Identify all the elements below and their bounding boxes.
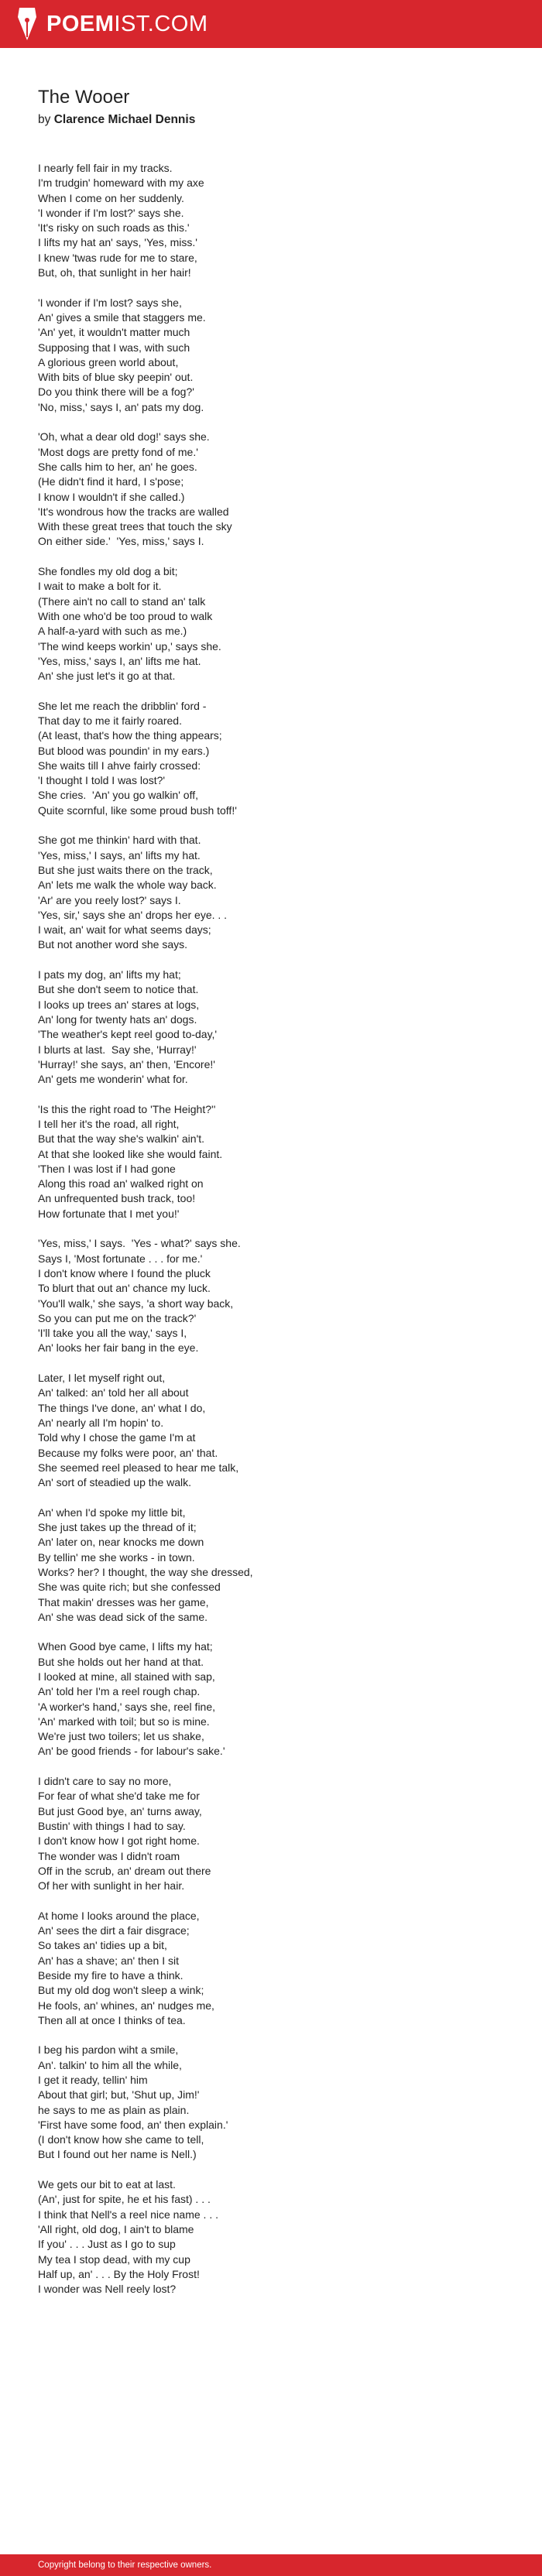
poem-line: I know I wouldn't if she called.) <box>38 490 185 503</box>
poem-line: But not another word she says. <box>38 938 187 951</box>
poem-stanza <box>38 430 518 549</box>
poem-line: An' long for twenty hats an' dogs. <box>38 1012 197 1026</box>
poem-line: The things I've done, an' what I do, <box>38 1401 206 1414</box>
poem-line: An' lets me walk the whole way back. <box>38 879 217 892</box>
poem-line: But my old dog won't sleep a wink; <box>38 1984 204 1997</box>
poem-line: I pats my dog, an' lifts my hat; <box>38 968 181 981</box>
poem-line: 'I wonder if I'm lost?' says she. <box>38 206 184 219</box>
poem-line: She got me thinkin' hard with that. <box>38 834 201 847</box>
poem-line: 'A worker's hand,' says she, reel fine, <box>38 1700 216 1713</box>
poem-line: 'First have some food, an' then explain.' <box>38 2118 228 2131</box>
poem-line: She fondles my old dog a bit; <box>38 565 178 578</box>
poem-line: She cries. 'An' you go walkin' off, <box>38 789 198 802</box>
author-link[interactable]: Clarence Michael Dennis <box>53 113 196 126</box>
poem-line: Quite scornful, like some proud bush toff!' <box>38 803 237 817</box>
poem-line: Because my folks were poor, an' that. <box>38 1446 218 1459</box>
poem-line: An' sees the dirt a fair disgrace; <box>38 1924 190 1937</box>
poem-line: 'Hurray!' she says, an' then, 'Encore!' <box>38 1057 215 1070</box>
poem-line: 'No, miss,' says I, an' pats my dog. <box>38 400 204 413</box>
logo-bold-part: POEM <box>46 12 115 36</box>
poem-line: I looked at mine, all stained with sap, <box>38 1670 215 1683</box>
poem-byline <box>38 111 518 128</box>
poem-stanza <box>38 1774 518 1893</box>
poem-line: I wait, an' wait for what seems days; <box>38 923 211 937</box>
poem-line: He fools, an' whines, an' nudges me, <box>38 1999 214 2012</box>
poem-line: So takes an' tidies up a bit, <box>38 1939 167 1952</box>
poem-line: An' be good friends - for labour's sake.' <box>38 1745 225 1758</box>
poem-line: (There ain't no call to stand an' talk <box>38 594 206 608</box>
poem-line: (An', just for spite, he et his fast) . . . <box>38 2193 211 2206</box>
poem-line: 'Oh, what a dear old dog!' says she. <box>38 430 210 444</box>
poem-line: I tell her it's the road, all right, <box>38 1118 180 1130</box>
poem-line: Later, I let myself right out, <box>38 1372 166 1385</box>
poem-line: But that the way she's walkin' ain't. <box>38 1132 205 1146</box>
poem-stanza <box>38 968 518 1087</box>
poem-line: An' talked: an' told her all about <box>38 1386 189 1399</box>
poem-line: But blood was poundin' in my ears.) <box>38 744 210 757</box>
poem-line: Off in the scrub, an' dream out there <box>38 1864 211 1877</box>
poem-line: If you' . . . Just as I go to sup <box>38 2238 176 2251</box>
poem-line: 'You'll walk,' she says, 'a short way back, <box>38 1297 234 1310</box>
poem-line: I beg his pardon wiht a smile, <box>38 2043 179 2057</box>
poem-line: An' told her I'm a reel rough chap. <box>38 1685 201 1698</box>
poem-line: I don't know where I found the pluck <box>38 1266 211 1279</box>
poem-line: I think that Nell's a reel nice name . . . <box>38 2208 219 2221</box>
poem-line: That day to me it fairly roared. <box>38 714 182 727</box>
poem-stanza <box>38 2043 518 2162</box>
poem-line: 'Most dogs are pretty fond of me.' <box>38 445 198 458</box>
poem-line: 'Then I was lost if I had gone <box>38 1162 176 1175</box>
poem-line: An' later on, near knocks me down <box>38 1536 204 1549</box>
poem-line: 'The weather's kept reel good to-day,' <box>38 1028 218 1041</box>
poem-line: An' when I'd spoke my little bit, <box>38 1506 186 1519</box>
poem-stanza <box>38 833 518 952</box>
poem-line: An' looks her fair bang in the eye. <box>38 1341 199 1355</box>
poem-line: An'. talkin' to him all the while, <box>38 2058 182 2071</box>
pen-nib-icon <box>15 6 39 42</box>
poem-line: About that girl; but, 'Shut up, Jim!' <box>38 2088 200 2102</box>
poem-line: Says I, 'Most fortunate . . . for me.' <box>38 1252 203 1265</box>
poem-line: 'I'll take you all the way,' says I, <box>38 1327 187 1340</box>
poem-stanza <box>38 1909 518 2028</box>
poem-line: 'Is this the right road to 'The Height?'' <box>38 1102 216 1115</box>
poem-line: An' nearly all I'm hopin' to. <box>38 1416 164 1429</box>
poem-line: An unfrequented bush track, too! <box>38 1192 196 1205</box>
poem-line: 'All right, old dog, I ain't to blame <box>38 2222 194 2235</box>
poem-line: When Good bye came, I lifts my hat; <box>38 1640 213 1653</box>
poem-line: My tea I stop dead, with my cup <box>38 2252 190 2266</box>
poem-line: (At least, that's how the thing appears; <box>38 729 222 742</box>
poem-stanza <box>38 2177 518 2297</box>
poem-line: For fear of what she'd take me for <box>38 1790 200 1803</box>
poem-line: But she just waits there on the track, <box>38 863 213 876</box>
poem-line: An' she was dead sick of the same. <box>38 1610 208 1623</box>
poem-line: I didn't care to say no more, <box>38 1775 172 1788</box>
poem-line: We gets our bit to eat at last. <box>38 2178 176 2191</box>
poem-line: An' gets me wonderin' what for. <box>38 1073 188 1086</box>
poem-line: 'An' yet, it wouldn't matter much <box>38 326 190 339</box>
poem-line: With these great trees that touch the sky <box>38 520 232 533</box>
poem-line: I nearly fell fair in my tracks. <box>38 162 173 174</box>
poem-title: The Wooer <box>38 87 130 108</box>
poem-line: At home I looks around the place, <box>38 1909 200 1922</box>
poem-line: Supposing that I was, with such <box>38 341 190 354</box>
poem-line: She just takes up the thread of it; <box>38 1521 197 1534</box>
poem-stanza <box>38 1236 518 1355</box>
poem-line: Along this road an' walked right on <box>38 1177 204 1190</box>
poem-line: 'An' marked with toil; but so is mine. <box>38 1714 210 1728</box>
poem-line: Of her with sunlight in her hair. <box>38 1879 185 1893</box>
poem-line: I knew 'twas rude for me to stare, <box>38 251 197 264</box>
poem-line: I'm trudgin' homeward with my axe <box>38 176 204 190</box>
poem-line: Do you think there will be a fog?' <box>38 385 194 399</box>
poem-line: With one who'd be too proud to walk <box>38 609 213 622</box>
poem-line: An' she just let's it go at that. <box>38 670 176 683</box>
poem-line: Bustin' with things I had to say. <box>38 1819 186 1832</box>
poem-line: I lifts my hat an' says, 'Yes, miss.' <box>38 236 197 249</box>
site-footer <box>0 2554 542 2576</box>
poem-line: 'Yes, sir,' says she an' drops her eye. . . <box>38 908 228 921</box>
poem-line: But she don't seem to notice that. <box>38 983 199 996</box>
poem-line: I wonder was Nell reely lost? <box>38 2283 177 2296</box>
poem-stanza <box>38 699 518 818</box>
poem-container <box>38 85 518 2312</box>
poem-stanza <box>38 1102 518 1221</box>
poem-line: We're just two toilers; let us shake, <box>38 1730 204 1743</box>
poem-line: (I don't know how she came to tell, <box>38 2133 204 2146</box>
footer-copyright: Copyright belong to their respective owners. <box>38 2561 212 2570</box>
poem-stanza <box>38 1639 518 1759</box>
poem-line: 'I thought I told I was lost?' <box>38 774 166 787</box>
poem-line: Then all at once I thinks of tea. <box>38 2013 186 2026</box>
poem-line: he says to me as plain as plain. <box>38 2103 190 2116</box>
poem-stanza <box>38 296 518 415</box>
poem-line: 'It's risky on such roads as this.' <box>38 221 190 235</box>
poem-line: 'Ar' are you reely lost?' says I. <box>38 893 181 906</box>
poem-line: An' has a shave; an' then I sit <box>38 1954 180 1967</box>
poem-stanza <box>38 1506 518 1625</box>
poem-line: An' gives a smile that staggers me. <box>38 310 206 324</box>
poem-line: (He didn't find it hard, I s'pose; <box>38 475 184 488</box>
poem-line: I don't know how I got right home. <box>38 1834 200 1848</box>
poem-line: She let me reach the dribblin' ford - <box>38 699 207 712</box>
poem-line: A half-a-yard with such as me.) <box>38 625 187 638</box>
site-logo-link[interactable] <box>15 6 208 42</box>
poem-line: An' sort of steadied up the walk. <box>38 1476 192 1489</box>
poem-line: But just Good bye, an' turns away, <box>38 1804 202 1817</box>
poem-stanza <box>38 1371 518 1490</box>
logo-light-part: IST.COM <box>114 12 208 36</box>
poem-line: With bits of blue sky peepin' out. <box>38 371 194 384</box>
poem-line: I looks up trees an' stares at logs, <box>38 998 200 1011</box>
poem-line: 'The wind keeps workin' up,' says she. <box>38 639 221 653</box>
poem-line: 'Yes, miss,' I says, an' lifts my hat. <box>38 848 201 862</box>
poem-line: Told why I chose the game I'm at <box>38 1431 196 1444</box>
poem-line: 'Yes, miss,' says I, an' lifts me hat. <box>38 654 201 667</box>
poem-line: The wonder was I didn't roam <box>38 1849 180 1862</box>
poem-line: 'It's wondrous how the tracks are walled <box>38 505 229 518</box>
poem-line: At that she looked like she would faint. <box>38 1147 223 1160</box>
poem-line: She waits till I ahve fairly crossed: <box>38 759 201 772</box>
site-logo-text <box>46 6 208 42</box>
poem-line: A glorious green world about, <box>38 355 179 368</box>
by-label: by <box>38 113 51 126</box>
poem-line: To blurt that out an' chance my luck. <box>38 1282 211 1295</box>
poem-line: I get it ready, tellin' him <box>38 2074 148 2086</box>
poem-line: So you can put me on the track?' <box>38 1311 197 1324</box>
poem-line: How fortunate that I met you!' <box>38 1207 180 1220</box>
poem-line: Half up, an' . . . By the Holy Frost! <box>38 2267 200 2280</box>
poem-line: Beside my fire to have a think. <box>38 1968 184 1982</box>
poem-line: When I come on her suddenly. <box>38 191 184 204</box>
poem-stanza <box>38 564 518 683</box>
poem-line: 'Yes, miss,' I says. 'Yes - what?' says she. <box>38 1237 241 1250</box>
poem-line: Works? her? I thought, the way she dressed, <box>38 1565 253 1578</box>
poem-line: She calls him to her, an' he goes. <box>38 460 197 473</box>
poem-line: She was quite rich; but she confessed <box>38 1581 221 1594</box>
poem-line: But she holds out her hand at that. <box>38 1655 204 1668</box>
poem-line: I blurts at last. Say she, 'Hurray!' <box>38 1043 197 1056</box>
poem-body <box>38 161 518 2297</box>
poem-line: I wait to make a bolt for it. <box>38 580 162 593</box>
poem-line: On either side.' 'Yes, miss,' says I. <box>38 535 204 548</box>
site-header <box>0 0 542 48</box>
poem-line: That makin' dresses was her game, <box>38 1595 209 1608</box>
poem-line: But, oh, that sunlight in her hair! <box>38 266 191 279</box>
poem-line: 'I wonder if I'm lost? says she, <box>38 296 182 309</box>
poem-line: She seemed reel pleased to hear me talk, <box>38 1461 239 1474</box>
poem-line: But I found out her name is Nell.) <box>38 2148 197 2161</box>
poem-stanza <box>38 161 518 280</box>
poem-line: By tellin' me she works - in town. <box>38 1550 195 1564</box>
